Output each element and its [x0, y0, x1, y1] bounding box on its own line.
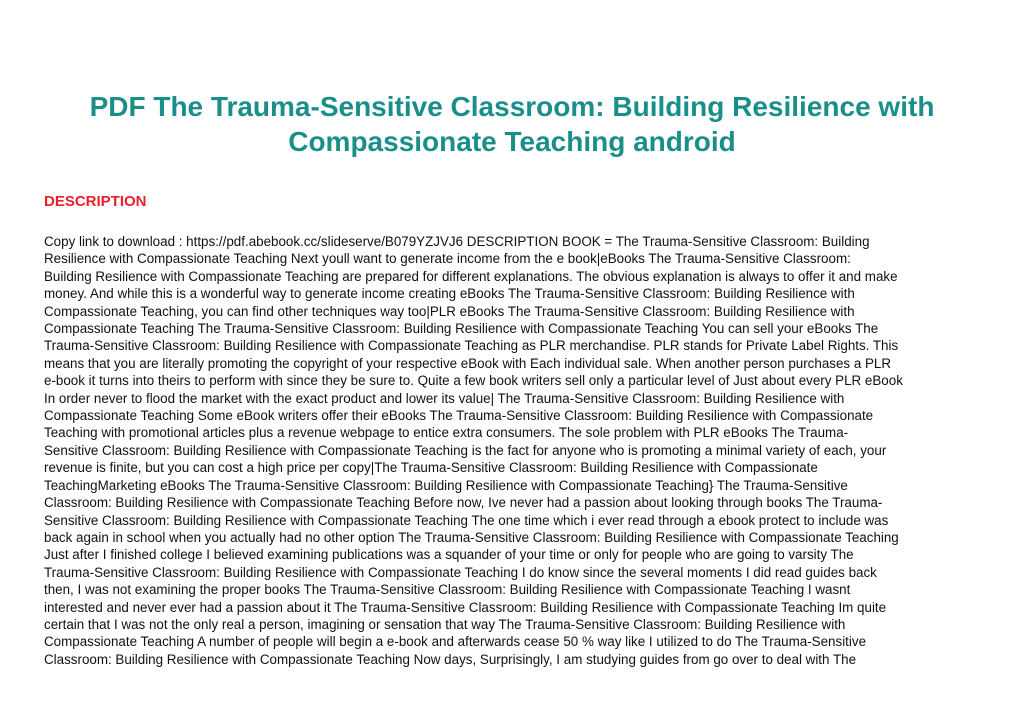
body-line: means that you are literally promoting the copyright of your respective eBook with Each individual sale. When another person purchases a PLR [44, 355, 892, 371]
body-line: Sensitive Classroom: Building Resilience with Compassionate Teaching is the fact for anyone who is promoting a minimal variety of each, your [44, 442, 887, 458]
body-line: Teaching with promotional articles plus a revenue webpage to entice extra consumers. The sole problem with PLR eBooks The Trauma- [44, 425, 849, 441]
body-line: Compassionate Teaching, you can find other techniques way too|PLR eBooks The Trauma-Sensitive Classroom: Building Resilience with [44, 303, 855, 319]
body-line: Compassionate Teaching The Trauma-Sensitive Classroom: Building Resilience with Compassionate Teaching You can sell your eBooks The [44, 321, 879, 337]
description-heading: DESCRIPTION [44, 193, 147, 210]
description-body [44, 233, 984, 668]
body-line: interested and never ever had a passion about it The Trauma-Sensitive Classroom: Building Resilience with Compassionate Teaching Im quite [44, 599, 887, 615]
body-line: certain that I was not the only real a person, imagining or sensation that way The Trauma-Sensitive Classroom: Building Resilience with [44, 616, 846, 632]
body-line: Classroom: Building Resilience with Compassionate Teaching Before now, Ive never had a passion about looking through books The Trauma- [44, 495, 883, 511]
body-line: e-book it turns into theirs to perform with since they be sure to. Quite a few book writers sell only a particular level of Just about every PLR eBook [44, 373, 903, 389]
body-line: In order never to flood the market with the exact product and lower its value| The Trauma-Sensitive Classroom: Building Resilience with [44, 390, 845, 406]
title-line-1: PDF The Trauma-Sensitive Classroom: Building Resilience with [89, 91, 935, 122]
body-line: Trauma-Sensitive Classroom: Building Resilience with Compassionate Teaching I do know since the several moments I did read guides back [44, 564, 877, 580]
body-line: Trauma-Sensitive Classroom: Building Resilience with Compassionate Teaching as PLR merchandise. PLR stands for Private Label Rights. This [44, 338, 899, 354]
body-line: then, I was not examining the proper books The Trauma-Sensitive Classroom: Building Resilience with Compassionate Teaching I wasnt [44, 582, 851, 598]
body-line: Sensitive Classroom: Building Resilience with Compassionate Teaching The one time which i ever read through a ebook protect to include was [44, 512, 889, 528]
body-line: Classroom: Building Resilience with Compassionate Teaching Now days, Surprisingly, I am studying guides from go over to deal with The [44, 651, 857, 667]
body-line: Just after I finished college I believed examining publications was a squander of your time or only for people who are going to varsity The [44, 547, 854, 563]
body-line: Resilience with Compassionate Teaching Next youll want to generate income from the e book|eBooks The Trauma-Sensitive Classroom: [44, 251, 851, 267]
body-line: Copy link to download : https://pdf.abebook.cc/slideserve/B079YZJVJ6 DESCRIPTION BOOK = The Trauma-Sensitive Classroom: Building [44, 234, 870, 249]
body-line: money. And while this is a wonderful way to generate income creating eBooks The Trauma-Sensitive Classroom: Building Resilience with [44, 286, 855, 302]
document-title [40, 89, 984, 159]
title-line-2: Compassionate Teaching android [288, 126, 736, 157]
body-line: Building Resilience with Compassionate Teaching are prepared for different explanations. The obvious explanation is always to offer it and make [44, 268, 898, 284]
body-line: revenue is finite, but you can cost a high price per copy|The Trauma-Sensitive Classroom: Building Resilience with Compassionate [44, 460, 818, 476]
body-line: Compassionate Teaching Some eBook writers offer their eBooks The Trauma-Sensitive Classroom: Building Resilience with Compassionate [44, 408, 874, 424]
body-line: TeachingMarketing eBooks The Trauma-Sensitive Classroom: Building Resilience with Compassionate Teaching} The Trauma-Sensitive [44, 477, 848, 493]
body-line: Compassionate Teaching A number of people will begin a e-book and afterwards cease 50 % way like I utilized to do The Trauma-Sensitive [44, 634, 867, 650]
body-line: back again in school when you actually had no other option The Trauma-Sensitive Classroom: Building Resilience with Compassionate Teaching [44, 529, 899, 545]
